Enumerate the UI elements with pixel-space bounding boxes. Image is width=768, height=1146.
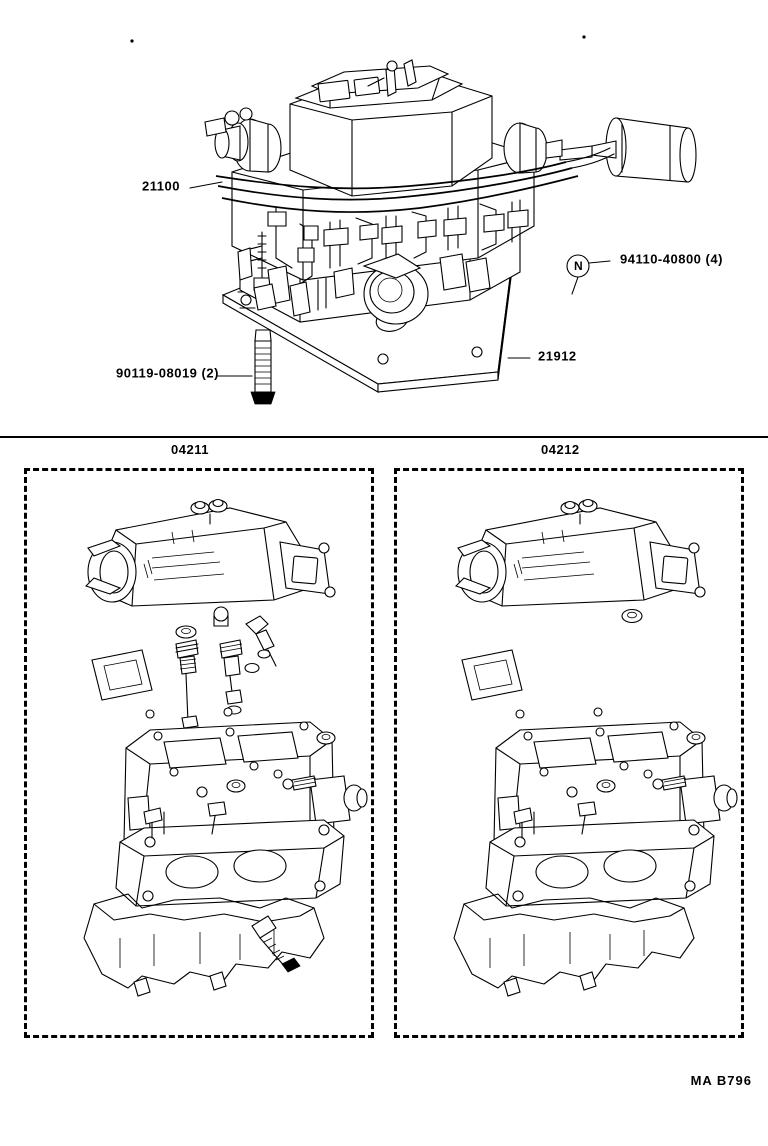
repair-kit-right-svg	[394, 468, 744, 1038]
nut-marker-label: N	[574, 259, 584, 273]
repair-kit-left-svg	[24, 468, 374, 1038]
callout-21100: 21100	[142, 178, 180, 194]
repair-kit-left-illustration	[24, 468, 374, 1038]
kit-label-04211: 04211	[171, 442, 209, 457]
callout-21912: 21912	[538, 348, 577, 364]
repair-kit-right-illustration	[394, 468, 744, 1038]
callout-94110-40800: 94110-40800 (4)	[620, 251, 723, 267]
callout-90119-08019: 90119-08019 (2)	[116, 365, 219, 381]
kit-label-04212: 04212	[541, 442, 580, 457]
diagram-code: MA B796	[690, 1073, 752, 1088]
section-divider	[0, 436, 768, 438]
